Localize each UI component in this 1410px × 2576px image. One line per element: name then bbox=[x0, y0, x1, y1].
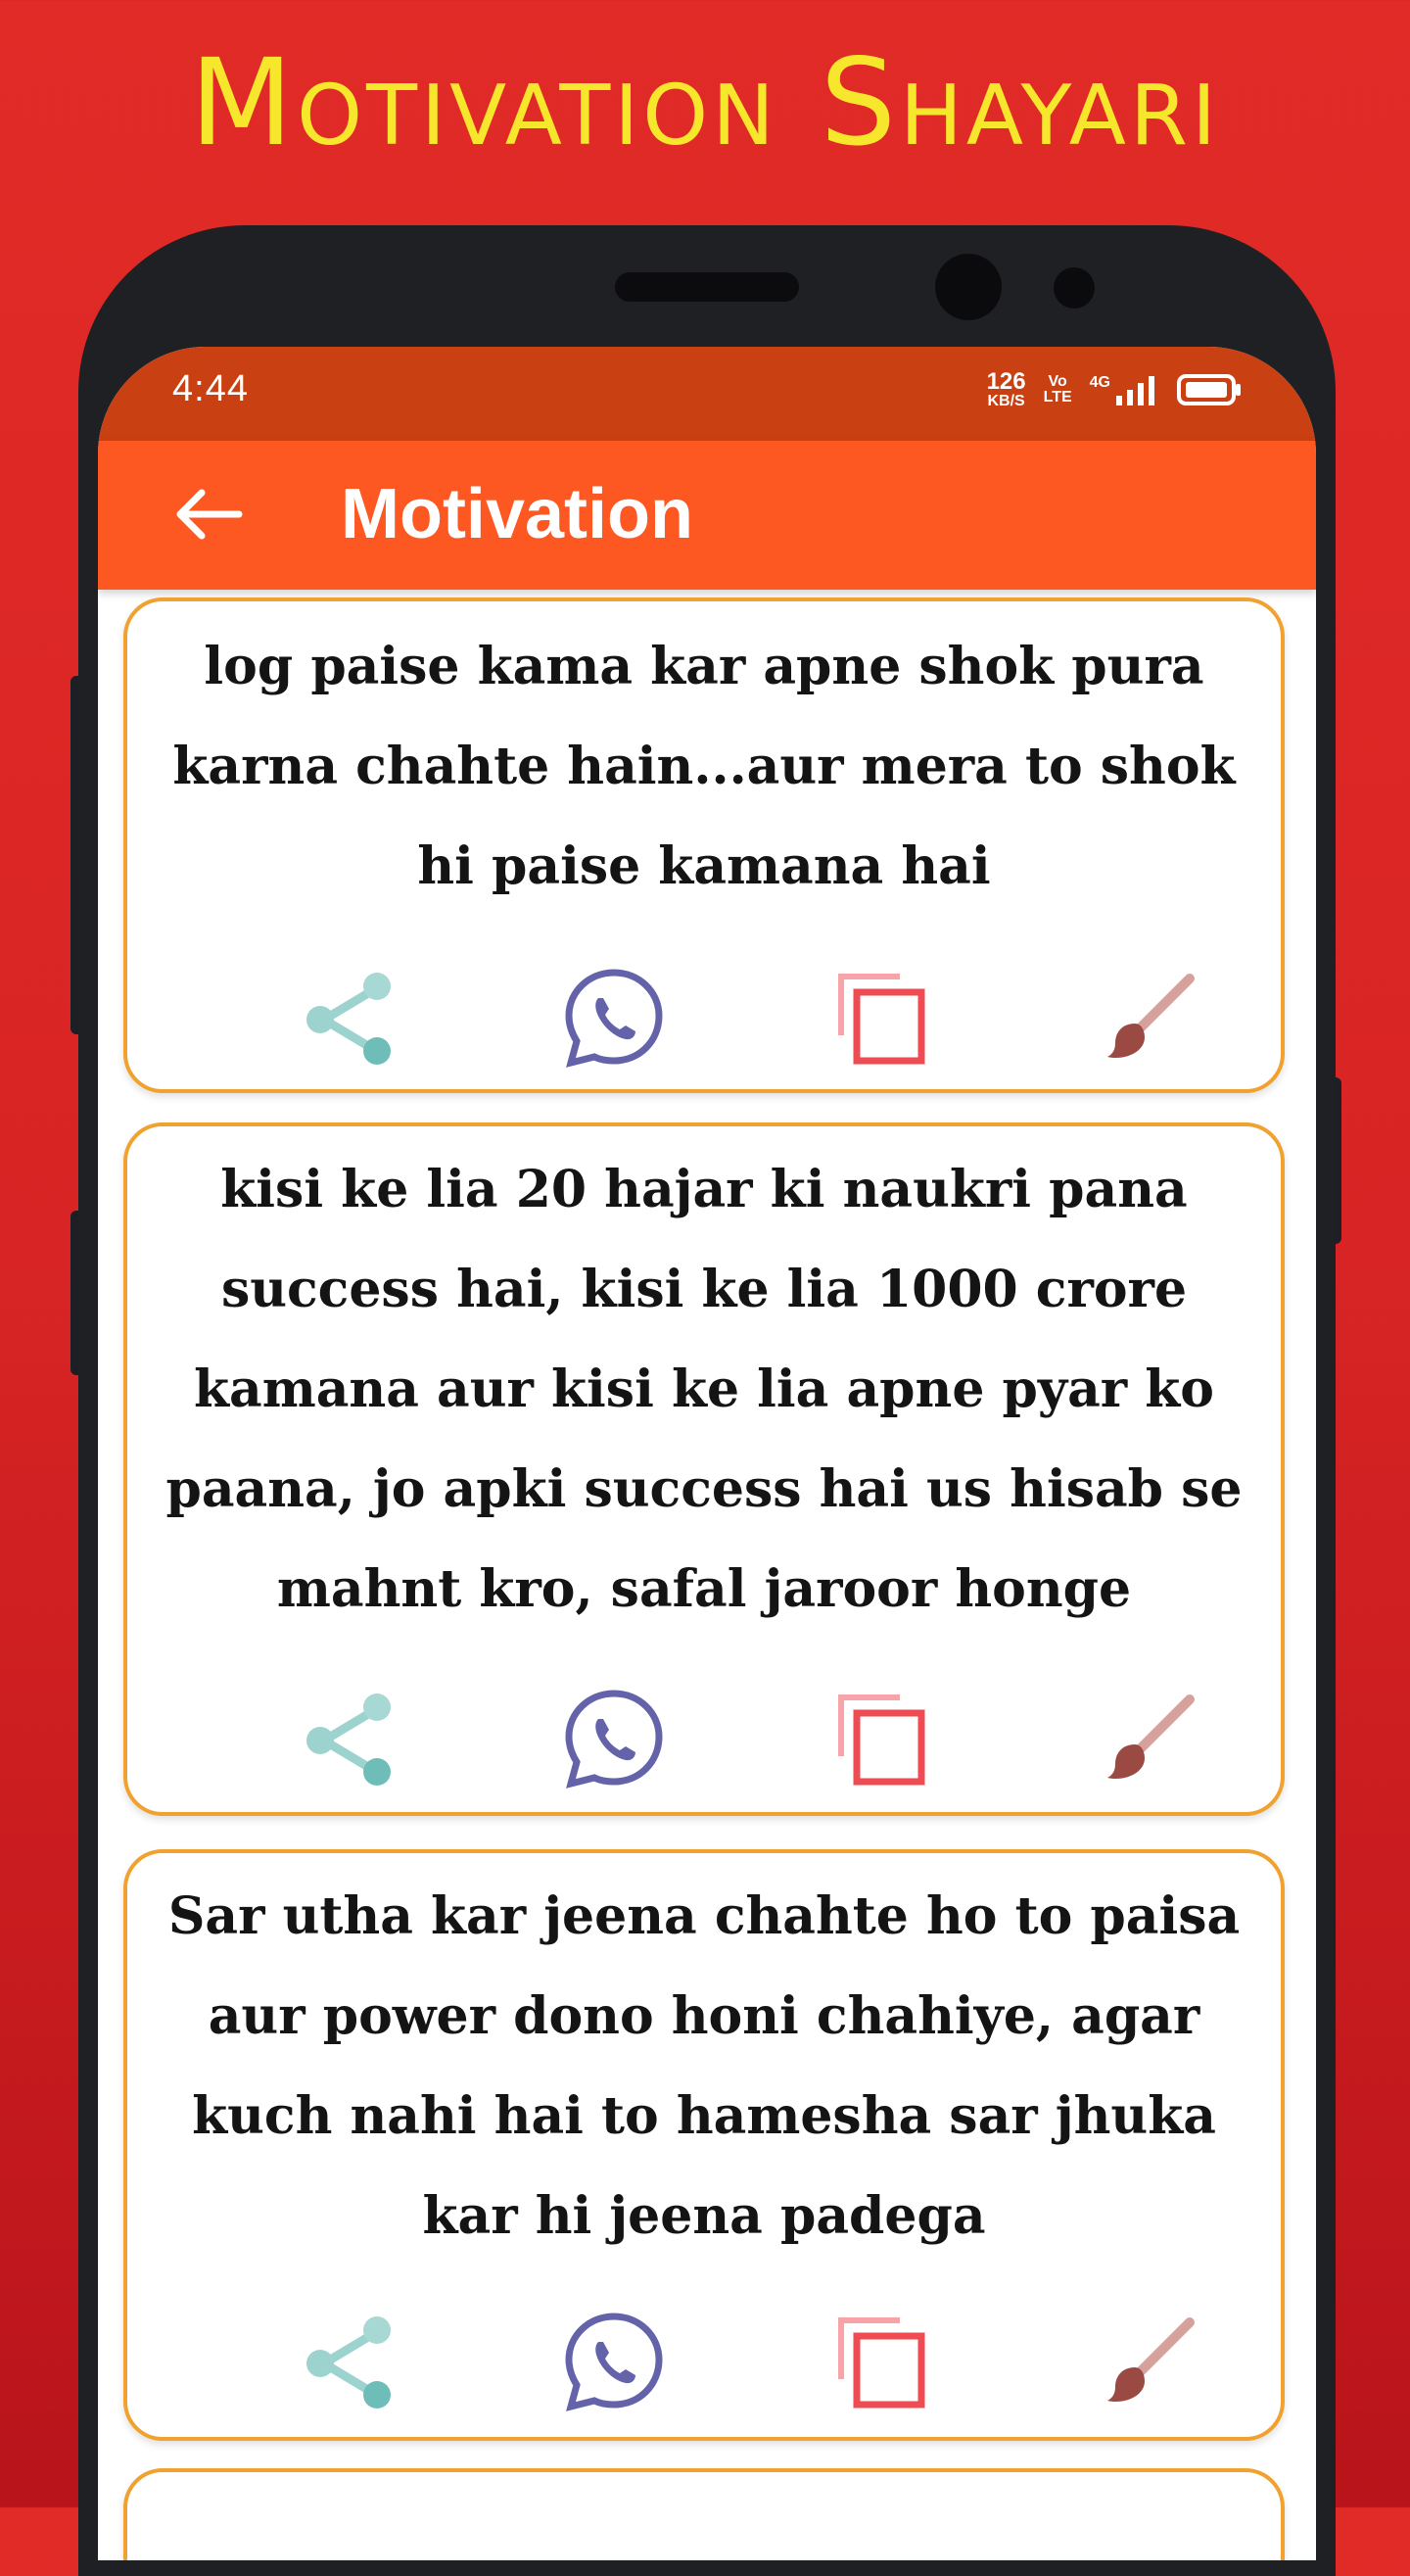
volte-bottom-label: LTE bbox=[1043, 389, 1072, 405]
share-button[interactable] bbox=[294, 1685, 401, 1792]
share-button[interactable] bbox=[294, 2308, 401, 2415]
quote-actions bbox=[127, 964, 1289, 1072]
signal-icon bbox=[1090, 374, 1159, 405]
quote-card bbox=[123, 1122, 1285, 1816]
status-icons bbox=[987, 370, 1242, 409]
phone-screen bbox=[98, 347, 1316, 2560]
paint-brush-button[interactable] bbox=[1097, 964, 1204, 1072]
app-bar bbox=[98, 441, 1316, 590]
copy-icon bbox=[831, 1688, 933, 1789]
battery-icon bbox=[1177, 373, 1242, 406]
network-type-label: 4G bbox=[1089, 374, 1110, 391]
whatsapp-button[interactable] bbox=[560, 1685, 668, 1792]
volte-top-label: Vo bbox=[1048, 373, 1067, 390]
paint-brush-icon bbox=[1100, 1688, 1201, 1789]
paint-brush-button[interactable] bbox=[1097, 2308, 1204, 2415]
paint-brush-icon bbox=[1100, 2311, 1201, 2412]
network-speed-unit: KB/S bbox=[987, 393, 1025, 409]
share-icon bbox=[299, 1690, 397, 1788]
share-button[interactable] bbox=[294, 964, 401, 1072]
quote-text: Sar utha kar jeena chahte ho to paisa aur power dono honi chahiye, agar kuch nahi hai to hamesha sar jhuka kar hi jeena padega bbox=[167, 1886, 1241, 2246]
volte-icon bbox=[1044, 374, 1072, 405]
copy-button[interactable] bbox=[828, 2308, 936, 2415]
paint-brush-button[interactable] bbox=[1097, 1685, 1204, 1792]
quote-card bbox=[123, 597, 1285, 1093]
status-time: 4:44 bbox=[172, 368, 249, 409]
whatsapp-icon bbox=[561, 1686, 667, 1791]
quote-text: log paise kama kar apne shok pura karna chahte hain...aur mera to shok hi paise kamana hai bbox=[172, 637, 1236, 896]
whatsapp-icon bbox=[561, 965, 667, 1071]
promo-title: Motivation Shayari bbox=[189, 33, 1221, 172]
back-button[interactable] bbox=[168, 480, 247, 549]
network-speed-value: 126 bbox=[986, 368, 1026, 395]
network-speed bbox=[987, 370, 1026, 409]
whatsapp-button[interactable] bbox=[560, 964, 668, 1072]
whatsapp-button[interactable] bbox=[560, 2308, 668, 2415]
status-bar bbox=[98, 347, 1316, 441]
app-bar-title: Motivation bbox=[341, 475, 693, 553]
quote-actions bbox=[127, 2308, 1289, 2415]
quote-text: kisi ke lia 20 hajar ki naukri pana success hai, kisi ke lia 1000 crore kamana aur kisi ke lia apne pyar ko paana, jo apki success hai us hisab se mahnt kro, safal jaroor honge bbox=[165, 1160, 1243, 1619]
share-icon bbox=[299, 2313, 397, 2410]
phone-sensor bbox=[1054, 267, 1095, 309]
quote-actions bbox=[127, 1685, 1289, 1792]
copy-icon bbox=[831, 2311, 933, 2412]
quote-card bbox=[123, 2468, 1285, 2560]
arrow-left-icon bbox=[172, 489, 243, 540]
whatsapp-icon bbox=[561, 2309, 667, 2414]
signal-bars-icon bbox=[1114, 374, 1159, 405]
copy-button[interactable] bbox=[828, 964, 936, 1072]
phone-speaker bbox=[615, 272, 799, 302]
copy-icon bbox=[831, 967, 933, 1069]
phone-camera bbox=[935, 254, 1002, 320]
copy-button[interactable] bbox=[828, 1685, 936, 1792]
paint-brush-icon bbox=[1100, 967, 1201, 1069]
share-icon bbox=[299, 969, 397, 1067]
quote-card bbox=[123, 1849, 1285, 2441]
